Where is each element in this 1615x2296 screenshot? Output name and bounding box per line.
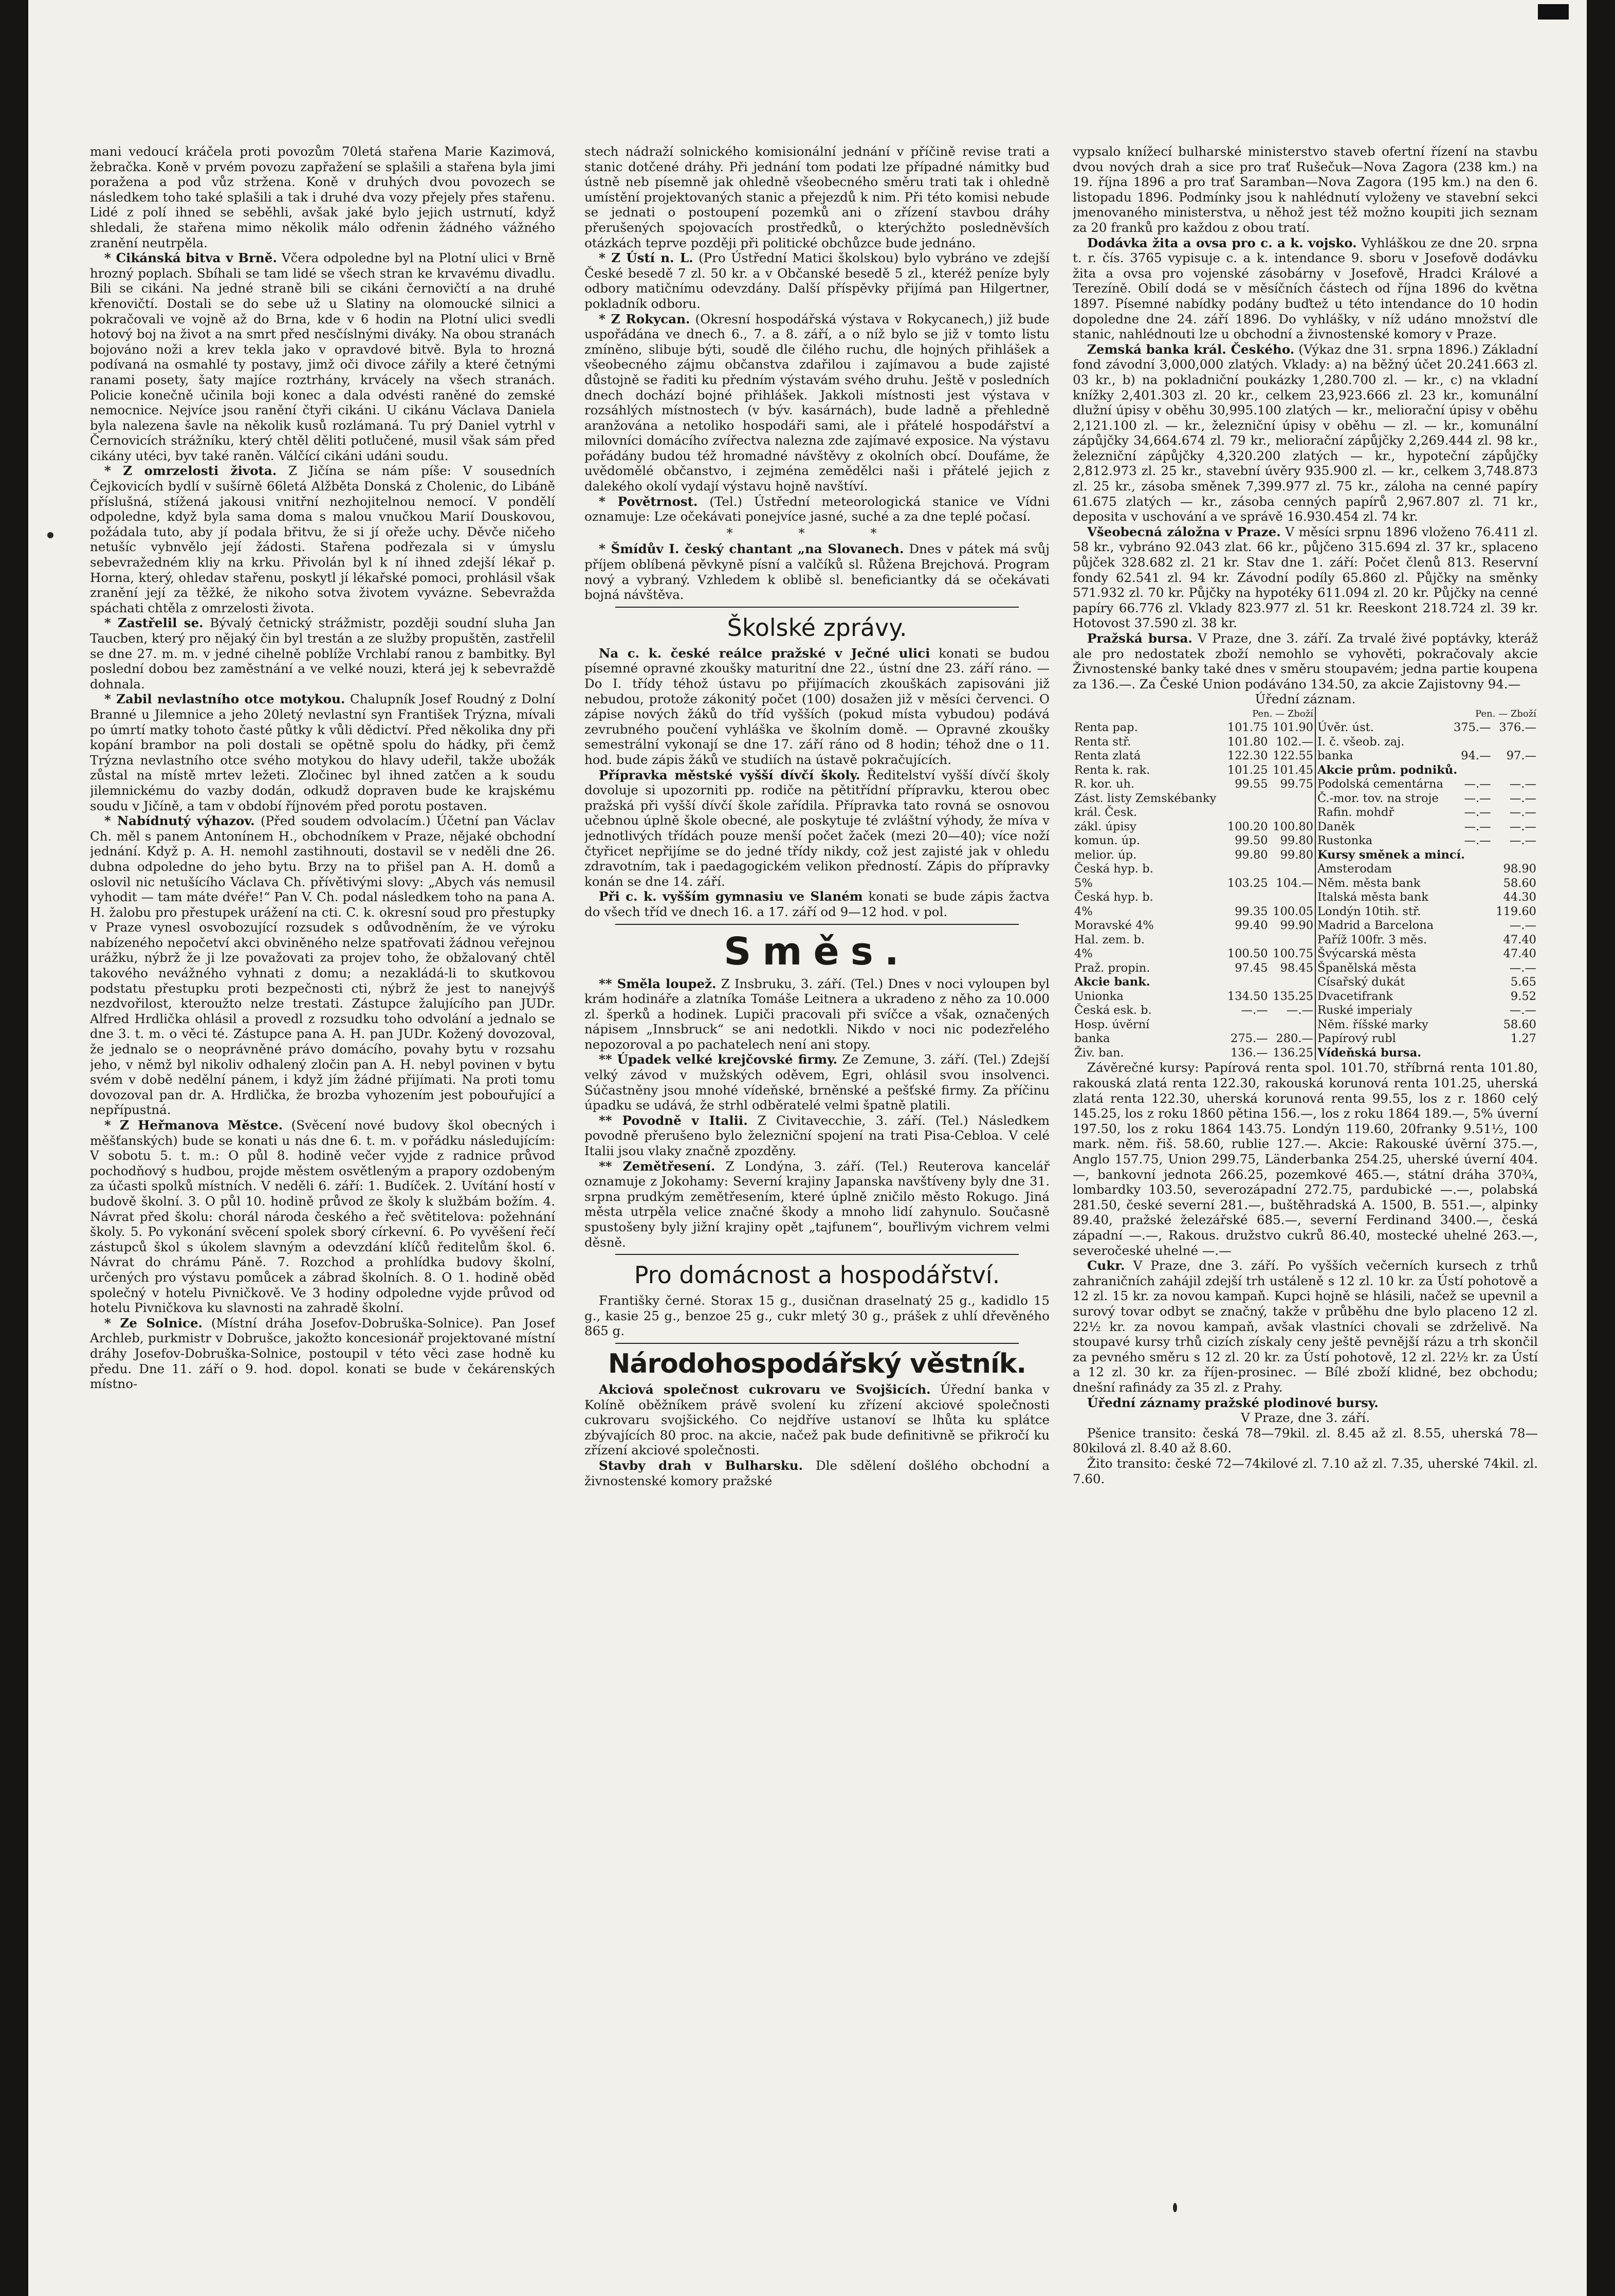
security-name: Dvacetifrank xyxy=(1315,990,1451,1004)
ask-price: 47.40 xyxy=(1503,933,1536,946)
table-row xyxy=(1073,792,1538,806)
ask-price: 1.27 xyxy=(1510,1032,1536,1046)
article-text: Vyhláškou ze dne 20. srpna t. r. čís. 3765 vypisuje c. a k. intendance 9. sboru v Josefově dodávku žita a ovsa pro vojenské zásobárny v Josefově, Hradci Králové a Terezíně. Obilí dodá se v měsíčních částech od října 1896 do května 1897. Písemné nabídky podány buďtež u této intendance do 10 hodin dopoledne dne 24. září 1896. Do vyhlášky, v níž udáno množství dle stanic, nahlédnouti lze u obchodní a živnostenské komory v Praze. xyxy=(1073,235,1538,342)
article-headline: Stavby drah v Bulharsku. xyxy=(599,1457,803,1473)
bid-price: 275.— xyxy=(1231,1032,1268,1046)
security-name: Č.-mor. tov. na stroje xyxy=(1315,792,1451,806)
separator-stars: * * * xyxy=(726,525,908,540)
ask-price: 98.45 xyxy=(1280,961,1314,975)
security-name: R. kor. uh. xyxy=(1074,777,1135,791)
table-row xyxy=(1073,820,1538,834)
article-headline: Dodávka žita a ovsa pro c. a k. vojsko. xyxy=(1087,235,1357,250)
article-headline: * Z Heřmanova Městce. xyxy=(104,1118,283,1133)
article-paragraph xyxy=(90,144,555,250)
ask-price: 100.05 xyxy=(1273,904,1314,918)
table-row xyxy=(1073,834,1538,848)
column-2 xyxy=(584,144,1050,2200)
column-3-bottom xyxy=(1073,1060,1538,1486)
security-name: Akcie bank. xyxy=(1074,975,1150,989)
security-name: Hal. zem. b. xyxy=(1074,933,1145,946)
article-text: konati se bude zápis žactva do všech tříd ve dnech 16. a 17. září od 9—12 hod. v pol. xyxy=(584,889,1050,919)
article-paragraph xyxy=(1073,524,1538,631)
table-header: Pen. — Zboží xyxy=(1315,707,1538,721)
ask-price: 5.65 xyxy=(1510,975,1536,989)
security-name: Akcie prům. podniků. xyxy=(1315,763,1538,778)
table-row xyxy=(1073,1004,1538,1018)
security-name: zákl. úpisy xyxy=(1074,819,1136,833)
bid-price: 99.35 xyxy=(1235,904,1268,918)
article-text: Dnes v pátek má svůj příjem oblíbená pěvkyně písní a valčíků sl. Růžena Brejchová. Program nový a vybraný. Vzhledem k oblibě sl. beneficiantky dá se očekávati bojná návštěva. xyxy=(584,541,1050,603)
security-name: Unionka xyxy=(1074,989,1124,1003)
ask-price: 104.— xyxy=(1276,876,1314,890)
article-text: V Praze, dne 3. září. Po vyšších večerních kursech z trhů zahraničních zahájil zdejší trh ustáleně s 12 zl. 10 kr. za Ústí pohotově a 12 zl. 15 kr. za novou kampaň. Kupci hojně se hlásili, načež se upevnil a surový tovar odbyt se značný, takže v průběhu dne bylo placeno 12 zl. 22½ kr. za novou kampaň, avšak vlastníci chovali se zdrželivě. Na stoupavé kursy trhů cizích získaly ceny ještě pevnější rázu a trh skončil za pevného směru s 12 zl. 20 kr. za Ústí pohotově, 12 zl. 22½ kr. za Ústí a 12 zl. 30 kr. za říjen-prosinec. — Bílé zboží klidné, bez obchodu; dnešní rafinády za 35 zl. z Prahy. xyxy=(1073,1258,1538,1395)
ask-price xyxy=(1270,792,1315,806)
security-name: banka xyxy=(1315,749,1451,763)
bid-price xyxy=(1451,975,1493,990)
article-text: konati se budou písemné opravné zkoušky maturitní dne 22., ústní dne 23. září ráno. — Do I. třídy téhož ústavu po přijímacích zkouškách zapisováni již nebudou, protože zákonitý počet (100) dosažen již v měsíci červenci. O zápise nových žáků do tříd vyšších (pokud místa vybudou) podává zevrubného poučení vyhláška ve školním domě. — Opravné zkoušky semestrální vykonají se dne 17. září ráno od 8 hodin; téhož dne o 11. hod. bude zápis žáků ve studiích na ústavě pokračujících. xyxy=(584,645,1050,767)
ask-price xyxy=(1270,862,1315,877)
bid-price xyxy=(1451,1018,1493,1032)
article-headline: * Povětrnost. xyxy=(599,494,698,509)
security-name: 4% xyxy=(1074,904,1093,918)
bid-price xyxy=(1451,735,1493,750)
security-name: 5% xyxy=(1074,876,1093,890)
article-text: Žito transito: české 72—74kilové zl. 7.10 až zl. 7.35, uherské 74kil. zl. 7.60. xyxy=(1073,1455,1538,1486)
ask-price: 58.60 xyxy=(1503,876,1536,890)
ask-price: —.— xyxy=(1509,919,1536,933)
article-paragraph xyxy=(1073,631,1538,691)
article-text: Z Londýna, 3. září. (Tel.) Reuterova kancelář oznamuje z Jokohamy: Severní krajiny Japanska navštíveny byly dne 31. srpna prudkým zemětřesením, které úplně zničilo město Rokugo. Jiná města utrpěla velice značné škody a mnoho lidí zahynulo. Současně spustošeny byly jižní krajiny opět „tajfunem“, bouřlivým vichrem velmi děsně. xyxy=(584,1158,1050,1250)
article-headline: * Z omrzelosti života. xyxy=(104,463,277,479)
article-paragraph xyxy=(584,646,1050,768)
article-headline: Pražská bursa. xyxy=(1087,631,1192,646)
article-text: (Svěcení nové budovy škol obecných i měšťanských) bude se konati u nás dne 6. t. m. v pořádku následujícím: V sobotu 5. t. m.: O půl 8. hodině večer vyjde z radnice průvod pochodňový s hudbou, projde městem osvětleným a prapory ozdobeným za účasti spolků místních. V neděli 6. září: 1. Budíček. 2. Uvítání hostí v budově školní. 3. O půl 10. hodině průvod ze školy k službám božím. 4. Návrat před školu: chorál národa českého a řeč světitelova: požehnání školy. 5. Po vykonání svěcení spolek sborý církevní. 6. Po vyvěšení řečí zástupců škol s úkolem slavným a odevzdání klíčů ředitelům škol. 6. Návrat do chrámu Páně. 7. Rozchod a prohlídka budovy školní, určených pro výstavu pomůcek a zábrad školních. 8. O 1. hodině oběd společný v hotelu Pivničkově. Ve 3 hodiny odpoledne vyjde průvod od hotelu Pivničkova ku slavnosti na zahradě školní. xyxy=(90,1118,555,1316)
article-paragraph xyxy=(90,1316,555,1392)
table-row xyxy=(1073,990,1538,1004)
article-headline: ** Zemětřesení. xyxy=(599,1158,715,1174)
ask-price: —.— xyxy=(1509,791,1536,805)
ask-price: —.— xyxy=(1509,1004,1536,1017)
article-paragraph xyxy=(1073,235,1538,342)
article-headline: Cukr. xyxy=(1087,1258,1125,1273)
article-headline: ** Úpadek velké krejčovské firmy. xyxy=(599,1052,838,1067)
security-name: komun. úp. xyxy=(1074,834,1140,848)
bid-price: —.— xyxy=(1464,791,1491,805)
bid-price: 99.55 xyxy=(1235,777,1268,791)
bid-price xyxy=(1451,919,1493,933)
article-paragraph xyxy=(584,1159,1050,1250)
article-headline: * Z Ústí n. L. xyxy=(599,250,693,266)
security-name: Kursy směnek a mincí. xyxy=(1315,848,1538,863)
ask-price: 119.60 xyxy=(1496,904,1536,918)
column-1 xyxy=(90,144,555,2200)
scan-mark xyxy=(1538,4,1569,20)
article-headline: Při c. k. vyšším gymnasiu ve Slaném xyxy=(599,889,863,904)
article-paragraph xyxy=(1073,1258,1538,1395)
ask-price: —.— xyxy=(1509,806,1536,819)
bid-price xyxy=(1451,961,1493,976)
table-row xyxy=(1073,877,1538,891)
table-row xyxy=(1073,1046,1538,1061)
bid-price: —.— xyxy=(1464,777,1491,791)
table-row xyxy=(1073,749,1538,763)
bid-price xyxy=(1224,1018,1269,1032)
ask-price: 99.80 xyxy=(1280,848,1314,862)
article-paragraph xyxy=(584,1293,1050,1339)
ask-price: 44.30 xyxy=(1503,890,1536,904)
article-headline: * Nabídnutý výhazov. xyxy=(104,813,255,829)
security-name: Hosp. úvěrní xyxy=(1074,1017,1150,1031)
ask-price: 101.45 xyxy=(1273,763,1314,777)
security-name: Španělská města xyxy=(1315,961,1451,976)
bid-price xyxy=(1224,890,1269,905)
ask-price: 122.55 xyxy=(1273,749,1314,763)
table-row xyxy=(1073,905,1538,919)
section-heading: Školské zprávy. xyxy=(727,613,907,642)
bid-price xyxy=(1224,933,1269,947)
article-headline: * Zabil nevlastního otce motykou. xyxy=(104,691,345,707)
ask-price: 9.52 xyxy=(1510,989,1536,1003)
article-paragraph xyxy=(584,1458,1050,1488)
ask-price: 102.— xyxy=(1276,735,1314,749)
article-text: (Pro Ústřední Matici školskou) bylo vybráno ve zdejší České besedě 7 zl. 50 kr. a v Občanské besedě 5 zl., kteréž peníze byly odbory matičnímu odevzdány. Další příspěvky přijímá pan Hilgertner, pokladník odboru. xyxy=(584,250,1050,311)
article-paragraph xyxy=(1073,342,1538,524)
article-text: (Před soudem odvolacím.) Účetní pan Václav Ch. měl s panem Antonínem H., obchodníkem v Praze, nějaké obchodní jednání. Když p. A. H. nemohl zastihnouti, dostavil se v neděli dne 26. dubna odpoledne do jeho bytu. Brzy na to přišel pan A. H. domů a oslovil nic netušícího Václava Ch. přívětivými slovy: „Abych vás nemusil vyhodit — tam máte dvéře!“ Pan V. Ch. podal následkem toho na pana A. H. žalobu pro přestupek urážení na cti. C. k. okresní soud pro přestupky v Praze vynesl osvobozující rozsudek s odůvodněním, že ve výroku nabízeného nepočetví akci obviněného nelze spatřovati žádnou veřejnou urážku, nýbrž že ji lze považovati za projev toho, že obžalovaný chtěl takového nevážného vyhnati z domu; a nezakládá-li to skutkovou podstatu přestupku proti bezpečnosti cti, nýbrž že jest to nanejvýš nezdvořilost, kteroužto nelze trestati. Zástupce žalujícího pan JUDr. Alfred Hrdlička ohlásil a provedl z rozsudku toho odvolání a jednalo se dne 3. t. m. o věci té. Zástupce pana A. H. pan JUDr. Kožený dovozoval, že jednalo se o neoprávněné právo domácího, povahy bytu v rozsahu jeho, v němž byl nikoliv odhalený zločin pan A. H. nebyl povinen v bytu svém v době nedělní pánem, i když jím žádné přijímati. Na proti tomu dovozoval pan dr. A. Hrdlička, že brozba vyhozením jest pobouřující a nepřípustná. xyxy=(90,813,555,1118)
bid-price: 99.40 xyxy=(1235,919,1268,933)
ask-price: 99.75 xyxy=(1280,777,1314,791)
ask-price: —.— xyxy=(1286,1004,1314,1017)
table-row xyxy=(1073,947,1538,961)
centered-line: V Praze, dne 3. září. xyxy=(1240,1410,1370,1426)
article-text: V Praze, dne 3. září. Za trvalé živé poptávky, kteráž ale pro nedostatek zboží nemohlo se vyhověti, pokračovaly akcie Živnostenské banky také dnes v směru stoupavém; jedna partie koupena za 136.—. Za České Union podáváno 134.50, za akcie Zajistovny 94.— xyxy=(1073,631,1538,691)
security-name: Česká hyp. b. xyxy=(1074,862,1153,876)
article-text: Ředitelství vyšší dívčí školy dovoluje si upozorniti pp. rodiče na pětitřídní přípravku, kterou obec pražská při vyšší dívčí škole zařídila. Přípravka tato rovná se osnovou učebnou úplně škole obecné, ale poskytuje té zvláštní výhody, že míva v jednotlivých třídách pouze menší počet žaček (mezi 20—40); více noží čtyřicet nepřijíme se do jedné třídy nikdy, což jest zajisté jak v ohledu zdravotním, tak i paedagogickém velikon předností. Zápis do přípravky konán se dne 14. září. xyxy=(584,767,1050,889)
article-paragraph xyxy=(1073,1395,1538,1411)
security-name: 4% xyxy=(1074,947,1093,961)
ask-price: —.— xyxy=(1509,961,1536,975)
table-row xyxy=(1073,1018,1538,1032)
column-3 xyxy=(1073,144,1538,2200)
bid-price: 122.30 xyxy=(1227,749,1268,763)
article-text: mani vedoucí kráčela proti povozům 70letá stařena Marie Kazimová, žebračka. Koně v prvém povozu zapřažení se splašili a stařena byla jimi poražena a pod vůz stržena. Koně v druhých dvou povozech se následkem toho také splašili a tak i druhé dva vozy přejely přes stařenu. Lidé z polí ihned se seběhli, avšak jaké bylo jejich ustrnutí, když shledali, že stařena mimo několik málo odřenin žádného vážného zranění neutrpěla. xyxy=(90,144,555,250)
ask-price: 99.90 xyxy=(1280,919,1314,933)
bid-price: —.— xyxy=(1241,1004,1268,1017)
table-row xyxy=(1073,933,1538,947)
bid-price: 99.80 xyxy=(1235,848,1268,862)
article-paragraph xyxy=(90,615,555,691)
bid-price xyxy=(1451,933,1493,947)
article-paragraph xyxy=(1073,1426,1538,1456)
article-text: Závěrečné kursy: Papírová renta spol. 101.70, stříbrná renta 101.80, rakouská zlatá renta 122.30, rakouská korunová renta 101.25, uherská zlatá renta 122.30, uherská korunová renta 99.55, los z r. 1860 celý 145.25, los z roku 1860 pětina 156.—, los z roku 1864 189.—, 5% úverní 197.50, los z roku 1864 143.75. Londýn 119.60, 20franky 9.51½, 100 mark. něm. řiš. 58.60, rublie 127.—. Akcie: Rakouské úvěrní 375.—, Anglo 157.75, Union 299.75, Länderbanka 254.25, uherské úverní 404.—, bankovní jednota 266.25, pozemkové 465.—, státní dráha 370¾, lombardky 103.50, severozápadní 272.75, pardubické —.—, polabská 281.50, české severní 281.—, buštěhradská A. 1500, B. 551.—, alpinky 89.40, pražské železářské 685.—, severní Ferdinand 3400.—, česká západní —.—, Rakous. družstvo cukrů 86.40, mostecké uhelné 263.—, severočeské uhelné —.— xyxy=(1073,1060,1538,1258)
article-text: Včera odpoledne byl na Plotní ulici v Brně hrozný poplach. Sbíhali se tam lidé se všech stran ke krvavému divadlu. Bili se cikáni. Na jedné straně bili se cikáni černovičtí a na druhé křenovičtí. Dostali se do sebe už u Slatiny na olomoucké silnici a pokračovali ve vojně až do Brna, kde v 6 hodin na Plotní ulici svedli hotový boj na život a na smrt před nesčíslnými diváky. Na obou stranách bojováno noži a krev tekla jako v opravdové bitvě. Byla to hrozná podívaná na osmahlé ty postavy, jimž oči divoce zářily a které četnými ranami posety, šaty majíce roztrhány, krvácely na všech stranách. Policie konečně učinila boji konec a dala odvésti raněné do zemské nemocnice. Nejvíce jsou ranění čtyři cikáni. U cikánu Václava Daniela byla nalezena šavle na několik kusů rozlámaná. Tu prý Daniel vytrhl v Černovicích strážníku, který chtěl děliti potlučené, musil však sám před cikány utéci, byv také raněn. Válčící cikáni udáni soudu. xyxy=(90,250,555,463)
ask-price: 97.— xyxy=(1506,749,1536,763)
bid-price: —.— xyxy=(1464,834,1491,848)
article-text: Dle sdělení došlého obchodní a živnostenské komory pražské xyxy=(584,1457,1050,1488)
ask-price: 280.— xyxy=(1276,1032,1314,1046)
bid-price xyxy=(1451,862,1493,877)
table-row xyxy=(1073,862,1538,877)
divider xyxy=(615,924,1019,925)
security-name: Praž. propin. xyxy=(1074,961,1150,975)
security-name: Amsterodam xyxy=(1315,862,1451,877)
table-row xyxy=(1073,919,1538,933)
article-headline: Zemská banka král. Českého. xyxy=(1087,341,1295,357)
scan-speck xyxy=(47,532,53,538)
article-paragraph xyxy=(1073,144,1538,235)
article-paragraph xyxy=(584,1052,1050,1113)
section-heading: Pro domácnost a hospodářství. xyxy=(634,1261,1000,1289)
bid-price xyxy=(1224,792,1269,806)
article-headline: ** Povodně v Italii. xyxy=(599,1113,748,1128)
bid-price: 103.25 xyxy=(1227,876,1268,890)
ask-price: 58.60 xyxy=(1503,1017,1536,1031)
ask-price: 100.80 xyxy=(1273,819,1314,833)
ask-price: 47.40 xyxy=(1503,947,1536,961)
ask-price: 100.75 xyxy=(1273,947,1314,961)
article-paragraph xyxy=(90,250,555,463)
table-row xyxy=(1073,975,1538,990)
bid-price: 100.50 xyxy=(1227,947,1268,961)
column-3-top xyxy=(1073,144,1538,707)
ask-price: —.— xyxy=(1509,777,1536,791)
security-name: Vídeňská bursa. xyxy=(1315,1046,1538,1061)
article-text: Pšenice transito: česká 78—79kil. zl. 8.45 až zl. 8.55, uherská 78—80kilová zl. 8.40 až 8.60. xyxy=(1073,1425,1538,1456)
article-paragraph xyxy=(584,1382,1050,1458)
article-text: Chalupník Josef Roudný z Dolní Branné u Jilemnice a jeho 20letý nevlastní syn František Trýzna, mívali po úmrtí matky tohoto časté půtky k vůli dědictví. Před několika dny při kopání brambor na poli dostali se opětně spolu do hádky, při čemž Trýzna nevlastního otce svého motykou do hlavy udeřil, takže ubožák zůstal na místě mrtev ležeti. Zločinec byl ihned zatčen a k soudu jilemnickému do vazby dodán, odkudž dopraven bude ke krajskému soudu v Jičíně, a tam v období říjnovém před porotu postaven. xyxy=(90,691,555,813)
security-name: Rustonka xyxy=(1315,834,1451,848)
article-paragraph xyxy=(584,976,1050,1052)
security-name: Londýn 10tih. stř. xyxy=(1315,905,1451,919)
security-name: banka xyxy=(1074,1032,1110,1046)
article-text: Bývalý četnický strážmistr, později soudní sluha Jan Taucben, který pro nějaký čin byl trestán a ze služby propuštěn, zastřelil se dne 27. m. m. v jedné cihelně poblíže Vrchlabí ranou z bambitky. Byl poslední dobou bez zaměstnání a ve velké nouzi, která jej k sebevraždě dohnala. xyxy=(90,615,555,691)
article-text: Úřední banka v Kolíně oběžníkem právě svolení ku zřízení akciové společnosti cukrovaru svojšického. Co nejdříve ustanoví se lhůta ku splátce zbývajících 80 proc. na akcie, načež pak bude definitivně se přikročí ku zřízení akciové společnosti. xyxy=(584,1381,1050,1458)
table-row xyxy=(1073,1032,1538,1046)
ask-price: 101.90 xyxy=(1273,721,1314,735)
divider xyxy=(615,1343,1019,1344)
security-name: I. č. všeob. zaj. xyxy=(1315,735,1451,750)
article-text: (Tel.) Ústřední meteorologická stanice ve Vídni oznamuje: Lze očekávati ponejvíce jasné, suché a za dne teplé počasí. xyxy=(584,494,1050,524)
security-name: Italská města bank xyxy=(1315,890,1451,905)
article-headline: * Šmídův I. český chantant „na Slovanech. xyxy=(599,541,904,557)
security-name: Švýcarská města xyxy=(1315,947,1451,961)
security-name: Madrid a Barcelona xyxy=(1315,919,1451,933)
article-paragraph xyxy=(584,768,1050,889)
bid-price xyxy=(1224,862,1269,877)
bid-price: 99.50 xyxy=(1235,834,1268,848)
bid-price xyxy=(1451,877,1493,891)
bid-price xyxy=(1224,806,1269,820)
section-heading: Směs. xyxy=(724,929,910,974)
security-name: Daněk xyxy=(1315,820,1451,834)
article-text: (Výkaz dne 31. srpna 1896.) Základní fond závodní 3,000,000 zlatých. Vklady: a) na běžný účet 20.241.663 zl. 03 kr., b) na pokladniční poukázky 1,280.700 zl. — kr., c) na vkladní knížky 2,401.303 zl. 20 kr., celkem 23,923.666 zl. 23 kr., komunální dlužní úpisy v oběhu 30,995.100 zlatých — kr., meliorační úpisy v oběhu 2,121.100 zl. — kr., železniční úpisy v oběhu — zl. — kr., komunální zápůjčky 34,664.674 zl. 79 kr., meliorační zápůjčky 2,269.444 zl. 98 kr., železniční zápůjčky 4,320.200 zlatých — kr., hypoteční zápůjčky 2,812.973 zl. 25 kr., stavební úvěry 935.900 zl. — kr., celkem 3,748.873 zl. 25 kr., zásoba směnek 7,399.977 zl. 75 kr., záloha na cenné papíry 61.675 zlatých — kr., zásoba cenných papírů 2,967.807 zl. 71 kr., deposita v uschování a ve správě 16.930.454 zl. 74 kr. xyxy=(1073,341,1538,524)
scan-speck xyxy=(1173,2203,1177,2212)
bid-price xyxy=(1451,905,1493,919)
table-header: Pen. — Zboží xyxy=(1252,708,1314,719)
security-name: Ruské imperialy xyxy=(1315,1004,1451,1018)
table-row xyxy=(1073,721,1538,735)
article-paragraph xyxy=(1073,1060,1538,1258)
ask-price xyxy=(1493,735,1538,750)
bid-price: 101.75 xyxy=(1227,721,1268,735)
bid-price: 101.25 xyxy=(1227,763,1268,777)
article-text: Z Civitavecchie, 3. září. (Tel.) Následkem povodně přerušeno bylo železniční spojení na trati Pisa-Cebloa. V celé Italii jsou vlaky značně zpozděny. xyxy=(584,1113,1050,1159)
article-headline: * Z Rokycan. xyxy=(599,311,690,326)
bid-price: 97.45 xyxy=(1235,961,1268,975)
bid-price: —.— xyxy=(1464,819,1491,833)
centered-line: Úřední záznam. xyxy=(1255,691,1356,707)
security-name: Papírový rubl xyxy=(1315,1032,1451,1046)
article-text: vypsalo knížecí bulharské ministerstvo staveb ofertní řízení na stavbu dvou nových drah a sice pro trať Rušečuk—Nova Zagora (238 km.) na 19. října 1896 a pro trať Saramban—Nova Zagora (195 km.) na den 6. listopadu 1896. Podmínky jsou k nahlédnutí vyloženy ve stavební sekci jmenovaného ministerstva, u něhož jest též možno koupiti jich seznam za 20 franků pro každou z obou tratí. xyxy=(1073,144,1538,235)
security-name: Rafin. mohdř xyxy=(1315,806,1451,820)
article-text: Ze Zemune, 3. září. (Tel.) Zdejší velký závod v mužských oděvem, Egri, ohlásil svou insolvenci. Súčastněny jsou mnohé vídeňské, brněnské a pešťské firmy. Za příčinu úpadku se udává, že strhl odběratelé velmi špatně platili. xyxy=(584,1052,1050,1113)
ask-price: —.— xyxy=(1509,834,1536,848)
security-name: král. Česk. xyxy=(1074,806,1137,819)
article-headline: Akciová společnost cukrovaru ve Svojšicích. xyxy=(599,1381,931,1397)
security-name: Renta stř. xyxy=(1074,735,1131,749)
bid-price: 134.50 xyxy=(1227,989,1268,1003)
article-headline: * Cikánská bitva v Brně. xyxy=(104,250,277,266)
security-name: melior. úp. xyxy=(1074,848,1137,862)
bid-price xyxy=(1451,890,1493,905)
divider xyxy=(615,1254,1019,1255)
article-text: (Okresní hospodářská výstava v Rokycanech,) již bude uspořádána ve dnech 6., 7. a 8. září, a o níž bylo se již v tomto listu zmíněno, slibuje býti, soudě dle čilého ruchu, dle hojných přihlášek a všeobecného zájmu občanstva zdařilou i zajímavou a bude zajisté důstojně se řaditi ku předním výstavám svého druhu. Ještě v posledních dnech dochází bojné přihlášek. Jakkoli místnosti jest výstava v rozsáhlých místnostech (v býv. kasárnách), bude ladně a přehledně aranžována a netoliko hospodáři sami, ale i přátelé hospodářství a milovníci domácího zvířectva nalezna zde zajímavé exposice. Na výstavu pořádány budou též hromadné návštěvy z okolních obcí. Doufáme, že uvědomělé občanstvo, i zejména zemědělci naši i přátelé jejich z dalekého okolí vydají výstavu hojně navštíví. xyxy=(584,311,1050,494)
scan-edge-right xyxy=(1587,0,1615,2296)
article-paragraph xyxy=(1073,1456,1538,1486)
bid-price xyxy=(1451,1004,1493,1018)
article-text: Františky černé. Storax 15 g., dusičnan draselnatý 25 g., kadidlo 15 g., kasie 25 g., benzoe 25 g., cukr mletý 30 g., prášek z uhlí dřevěného 865 g. xyxy=(584,1293,1050,1339)
article-paragraph xyxy=(584,250,1050,311)
article-text: Z Insbruku, 3. září. (Tel.) Dnes v noci vyloupen byl krám hodináře a zlatníka Tomáše Leitnera a ukradeno z něho za 10.000 zl. šperků a hodinek. Lupiči pracovali při svíčce a však, označených nápisem „Innsbruck“ se ani nedotkli. Nikdo v noci nic podezřelého nepozoroval a po pachatelech není ani stopy. xyxy=(584,976,1050,1052)
table-row xyxy=(1073,848,1538,863)
security-name: Něm. města bank xyxy=(1315,877,1451,891)
security-name: Česká esk. b. xyxy=(1074,1004,1152,1017)
security-name: Česká hyp. b. xyxy=(1074,890,1153,904)
ask-price: 136.25 xyxy=(1273,1046,1314,1060)
security-name: Zást. listy Zemskébanky xyxy=(1074,791,1217,805)
article-text: (Místní dráha Josefov-Dobruška-Solnice). Pan Josef Archleb, purkmistr v Dobrušce, jakožto koncesionář projektované místní dráhy Josefov-Dobruška-Solnice, postoupil v této věci zase hodně ku předu. Dne 11. září o 9. hod. dopol. konati se bude v čekárenských místno- xyxy=(90,1315,555,1392)
table-row xyxy=(1073,735,1538,750)
article-headline: Přípravka městské vyšší dívčí školy. xyxy=(599,767,860,782)
security-name: Císařský dukát xyxy=(1315,975,1451,990)
article-paragraph xyxy=(90,1118,555,1316)
section-heading: Národohospodářský věstník. xyxy=(608,1348,1026,1379)
article-headline: * Zastřelil se. xyxy=(104,615,204,631)
table-row xyxy=(1073,777,1538,792)
table-row xyxy=(1073,890,1538,905)
security-name: Moravské 4% xyxy=(1074,919,1154,933)
article-paragraph xyxy=(584,144,1050,250)
security-name: Podolská cementárna xyxy=(1315,777,1451,792)
bid-price xyxy=(1451,990,1493,1004)
article-paragraph xyxy=(584,494,1050,524)
article-paragraph xyxy=(90,463,555,615)
article-paragraph xyxy=(584,312,1050,494)
ask-price xyxy=(1270,890,1315,905)
ask-price: 99.80 xyxy=(1280,834,1314,848)
bid-price xyxy=(1451,947,1493,961)
bid-price: 101.80 xyxy=(1227,735,1268,749)
ask-price: —.— xyxy=(1509,819,1536,833)
article-headline: * Ze Solnice. xyxy=(104,1315,203,1331)
divider xyxy=(615,607,1019,608)
article-headline: Na c. k. české reálce pražské v Ječné ulici xyxy=(599,645,930,661)
ask-price: 376.— xyxy=(1499,721,1536,735)
article-headline: Všeobecná záložna v Praze. xyxy=(1087,524,1281,539)
article-text: Z Jičína se nám píše: V sousedních Čejkovicích bydlí v sušírně 66letá Alžběta Donská z Cholenic, do Libáně příslušná, stížená jakousi vnitřní nezhojitelnou nemocí. V pondělí odpoledne, když byla sama doma s malou vnučkou Marií Douskovou, požádala tuto, aby jí podala břitvu, že si jí ořeže uchy. Děvče ničeho netušíc vybnvělo její žádosti. Stařena podřezala si v úmyslu sebevražedném kliy na krku. Přivolán byl k ní ihned zdejší lékař p. Horna, který, ohledav stařenu, poskytl jí lékařské pomoci, prohlásil však zranění její za těžké, že nikoho sotva životem vyvázne. Sebevražda spáchati chtěla z omrzelosti života. xyxy=(90,463,555,615)
bid-price xyxy=(1451,1032,1493,1046)
bid-price: 375.— xyxy=(1453,721,1491,735)
newspaper-page xyxy=(90,144,1557,2200)
security-name: Úvěr. úst. xyxy=(1315,721,1451,735)
ask-price xyxy=(1270,806,1315,820)
article-paragraph xyxy=(584,541,1050,602)
security-name: Renta pap. xyxy=(1074,721,1138,735)
stock-table xyxy=(1073,707,1538,1061)
security-name: Paříž 100fr. 3 měs. xyxy=(1315,933,1451,947)
security-name: Renta k. rak. xyxy=(1074,763,1150,777)
security-name: Renta zlatá xyxy=(1074,749,1141,763)
scan-edge-left xyxy=(0,0,28,2296)
article-headline: Úřední záznamy pražské plodinové bursy. xyxy=(1087,1395,1379,1410)
article-text: stech nádraží solnického komisionální jednání v příčině revise trati a stanic dotčené dráhy. Při jednání tom podati lze případné námitky buď ústně neb písemně jak ohledně všeobecného směru trati tak i ohledně umístění projektovaných stanic a přejezdů k nim. Při této komisi nebude se jednati o postoupení pozemků ani o zřízení stavbou dráhy přerušených spojovacích prostředků, o kterýchžto posledněvších otázkách teprve později při politické obchůzce bude jednáno. xyxy=(584,144,1050,250)
article-paragraph xyxy=(90,813,555,1118)
security-name: Živ. ban. xyxy=(1074,1046,1124,1060)
article-text: V měsíci srpnu 1896 vloženo 76.411 zl. 58 kr., vybráno 92.043 zlat. 66 kr., půjčeno 315.694 zl. 37 kr., splaceno půjček 328.682 zl. 21 kr. Stav dne 1. září: Počet členů 813. Reservní fondy 62.541 zl. 94 kr. Závodní podíly 65.860 zl. Půjčky na směnky 571.932 zl. 70 kr. Půjčky na hypotéky 611.094 zl. 20 kr. Půjčky na cenné papíry 66.776 zl. Vklady 823.977 zl. 51 kr. Reeskont 218.724 zl. 39 kr. Hotovost 37.590 zl. 38 kr. xyxy=(1073,524,1538,631)
ask-price xyxy=(1270,1018,1315,1032)
article-paragraph xyxy=(584,1113,1050,1159)
security-name: Něm. říšské marky xyxy=(1315,1018,1451,1032)
bid-price: 100.20 xyxy=(1227,819,1268,833)
bid-price: —.— xyxy=(1464,806,1491,819)
article-paragraph xyxy=(584,889,1050,919)
ask-price xyxy=(1270,933,1315,947)
ask-price: 135.25 xyxy=(1273,989,1314,1003)
table-row xyxy=(1073,763,1538,778)
table-row xyxy=(1073,961,1538,976)
bid-price: 136.— xyxy=(1231,1046,1268,1060)
article-headline: ** Směla loupež. xyxy=(599,976,717,991)
table-header-row xyxy=(1073,707,1538,721)
table-row xyxy=(1073,806,1538,820)
ask-price: 98.90 xyxy=(1503,862,1536,876)
article-paragraph xyxy=(90,691,555,813)
bid-price: 94.— xyxy=(1461,749,1491,763)
